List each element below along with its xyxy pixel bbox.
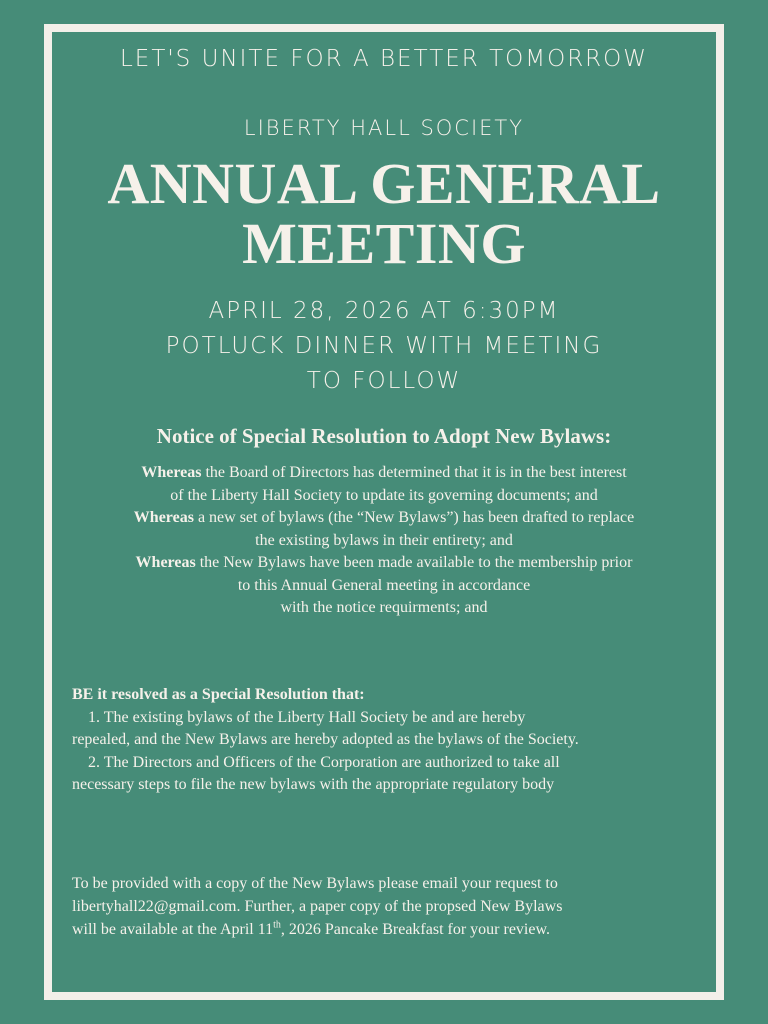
title-line-1: ANNUAL GENERAL [107, 151, 661, 216]
resolution-2-line-1: 2. The Directors and Officers of the Corporation are authorized to take all [88, 753, 560, 771]
resolution-1-line-1: 1. The existing bylaws of the Liberty Hall Society be and are hereby [88, 708, 526, 726]
resolution-2-line-2: necessary steps to file the new bylaws with the appropriate regulatory body [72, 776, 555, 793]
title-line-2: MEETING [242, 211, 526, 276]
contact-line-3: will be available at the April 11th, 2026 Pancake Breakfast for your review. [72, 919, 550, 938]
dinner-line-1: POTLUCK DINNER WITH MEETING [165, 333, 603, 359]
whereas-2-line-1: Whereas a new set of bylaws (the “New Bylaws”) has been drafted to replace [133, 509, 635, 526]
whereas-3-line-2: to this Annual General meeting in accordance [237, 576, 531, 594]
contact-section [72, 872, 712, 941]
whereas-clauses [0, 462, 768, 620]
whereas-3-line-1: Whereas the New Bylaws have been made available to the membership prior [135, 554, 633, 571]
event-details [0, 294, 768, 399]
dinner-line-2: TO FOLLOW [306, 368, 462, 394]
whereas-keyword: Whereas [135, 554, 196, 571]
resolution-1-line-2: repealed, and the New Bylaws are hereby adopted as the bylaws of the Society. [72, 731, 579, 748]
resolved-heading: BE it resolved as a Special Resolution that: [72, 686, 365, 703]
whereas-2-line-2: the existing bylaws in their entirety; and [255, 531, 513, 549]
event-date: APRIL 28, 2026 AT 6:30PM [208, 298, 560, 324]
whereas-keyword: Whereas [133, 509, 194, 526]
resolution-section [72, 684, 712, 797]
page-title [0, 151, 768, 276]
whereas-1-line-1: Whereas the Board of Directors has determined that it is in the best interest [141, 464, 627, 481]
whereas-keyword: Whereas [141, 464, 202, 481]
contact-line-1: To be provided with a copy of the New Bylaws please email your request to [72, 875, 558, 892]
contact-line-2: libertyhall22@gmail.com. Further, a paper copy of the propsed New Bylaws [72, 898, 563, 915]
tagline: LET'S UNITE FOR A BETTER TOMORROW [119, 46, 649, 72]
notice-heading: Notice of Special Resolution to Adopt New Bylaws: [156, 424, 612, 448]
whereas-3-line-3: with the notice requirments; and [280, 599, 488, 616]
organization-name: LIBERTY HALL SOCIETY [243, 116, 525, 140]
whereas-1-line-2: of the Liberty Hall Society to update its governing documents; and [170, 486, 598, 504]
